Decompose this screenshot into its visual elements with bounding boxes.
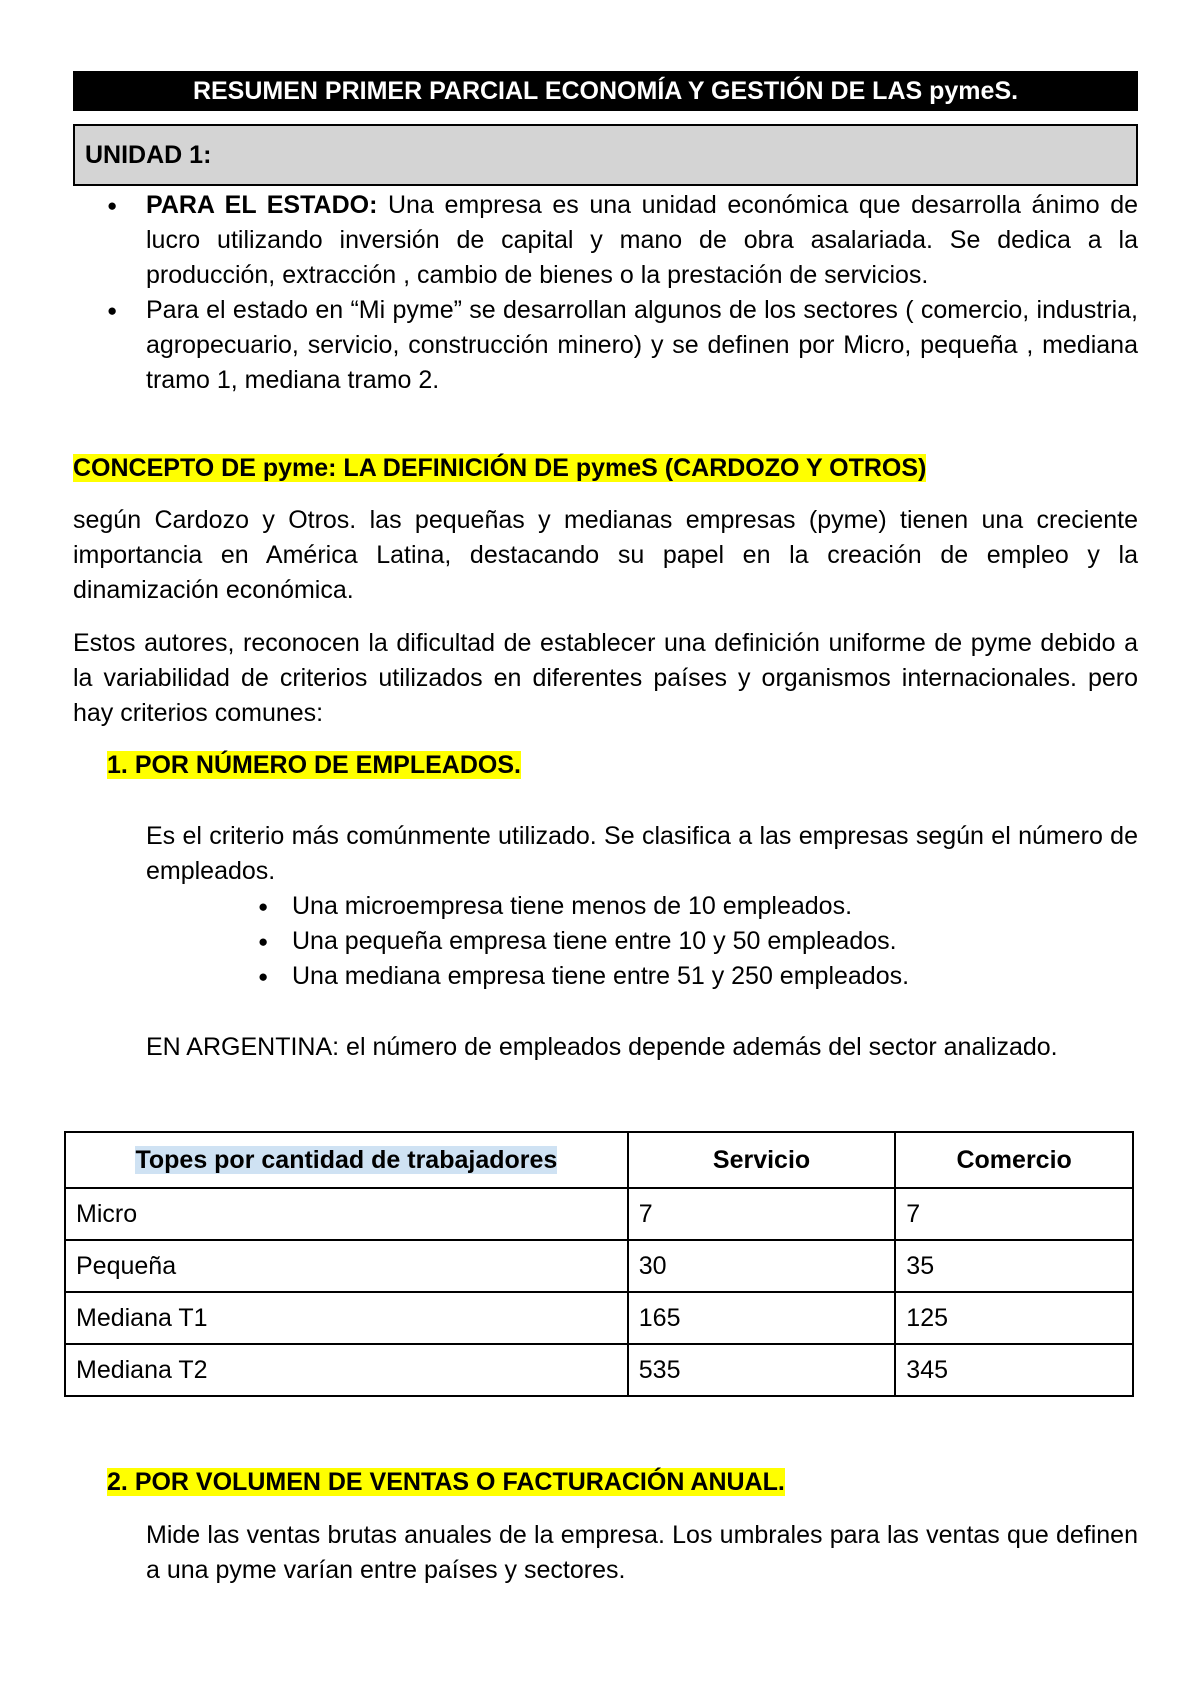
table-row [65, 1240, 1133, 1292]
table-cell: 535 [628, 1344, 896, 1396]
concept-heading-row [73, 451, 1138, 486]
table-row [65, 1344, 1133, 1396]
criterion-2-title: POR VOLUMEN DE VENTAS O FACTURACIÓN ANUAL. [134, 1468, 785, 1496]
paragraph-cardozo: según Cardozo y Otros. las pequeñas y medianas empresas (pyme) tienen una creciente importancia en América Latina, destacando su papel en la creación de empleo y la dinamización económica. [73, 506, 1138, 604]
argentina-note: EN ARGENTINA: el número de empleados depende además del sector analizado. [146, 1033, 1058, 1061]
table-cell: 345 [895, 1344, 1133, 1396]
workers-cap-table [64, 1131, 1134, 1397]
table-header-cell: Servicio [628, 1132, 896, 1188]
table-cell: 7 [628, 1188, 896, 1240]
list-item: ● Una microempresa tiene menos de 10 empleados. [292, 889, 1138, 924]
unit-bullet-list [73, 188, 1138, 398]
list-item: ● Una pequeña empresa tiene entre 10 y 50 empleados. [292, 924, 1138, 959]
table-header-cell: Topes por cantidad de trabajadores [65, 1132, 628, 1188]
bullet-bold-label: PARA EL ESTADO: [146, 191, 378, 219]
document-title: RESUMEN PRIMER PARCIAL ECONOMÍA Y GESTIÓN DE LAS pymeS. [73, 71, 1138, 111]
list-item [73, 188, 1138, 293]
table-cell: Micro [65, 1188, 628, 1240]
paragraph-criteria: Estos autores, reconocen la dificultad de establecer una definición uniforme de pyme debido a la variabilidad de criterios utilizados en diferentes países y organismos internacionales. pero hay criterios comunes: [73, 629, 1138, 727]
table-cell: Mediana T2 [65, 1344, 628, 1396]
criterion-2-heading [107, 1465, 785, 1500]
table-row [65, 1188, 1133, 1240]
criterion-1-heading [107, 748, 521, 783]
employee-count-list [292, 889, 1138, 994]
table-header-row [65, 1132, 1133, 1188]
table-cell: 125 [895, 1292, 1133, 1344]
table-cell: 35 [895, 1240, 1133, 1292]
table-cell: 7 [895, 1188, 1133, 1240]
table-cell: 165 [628, 1292, 896, 1344]
criterion-1-title: POR NÚMERO DE EMPLEADOS. [134, 751, 521, 779]
table-row [65, 1292, 1133, 1344]
table-cell: 30 [628, 1240, 896, 1292]
table-cell: Mediana T1 [65, 1292, 628, 1344]
bullet-text: Para el estado en “Mi pyme” se desarrollan algunos de los sectores ( comercio, industria, agropecuario, servicio, construcción minero) y se definen por Micro, pequeña , mediana tramo 1, mediana tramo 2. [146, 296, 1138, 394]
table-header-cell: Comercio [895, 1132, 1133, 1188]
criterion-2-text: Mide las ventas brutas anuales de la empresa. Los umbrales para las ventas que definen a una pyme varían entre países y sectores. [146, 1521, 1138, 1584]
bullet-text: Una empresa es una unidad económica que desarrolla ánimo de lucro utilizando inversión de capital y mano de obra asalariada. Se dedica a la producción, extracción , cambio de bienes o la prestación de servicios. [146, 191, 1139, 289]
table-cell: Pequeña [65, 1240, 628, 1292]
criterion-1-number: 1. [107, 751, 128, 779]
criterion-2-number: 2. [107, 1468, 128, 1496]
concept-heading: CONCEPTO DE pyme: LA DEFINICIÓN DE pymeS (CARDOZO Y OTROS) [73, 454, 927, 482]
criterion-1-intro: Es el criterio más comúnmente utilizado. Se clasifica a las empresas según el número de empleados. [146, 822, 1138, 885]
list-item: ● Una mediana empresa tiene entre 51 y 250 empleados. [292, 959, 1138, 994]
unit-heading: UNIDAD 1: [73, 124, 1138, 186]
list-item [73, 293, 1138, 398]
